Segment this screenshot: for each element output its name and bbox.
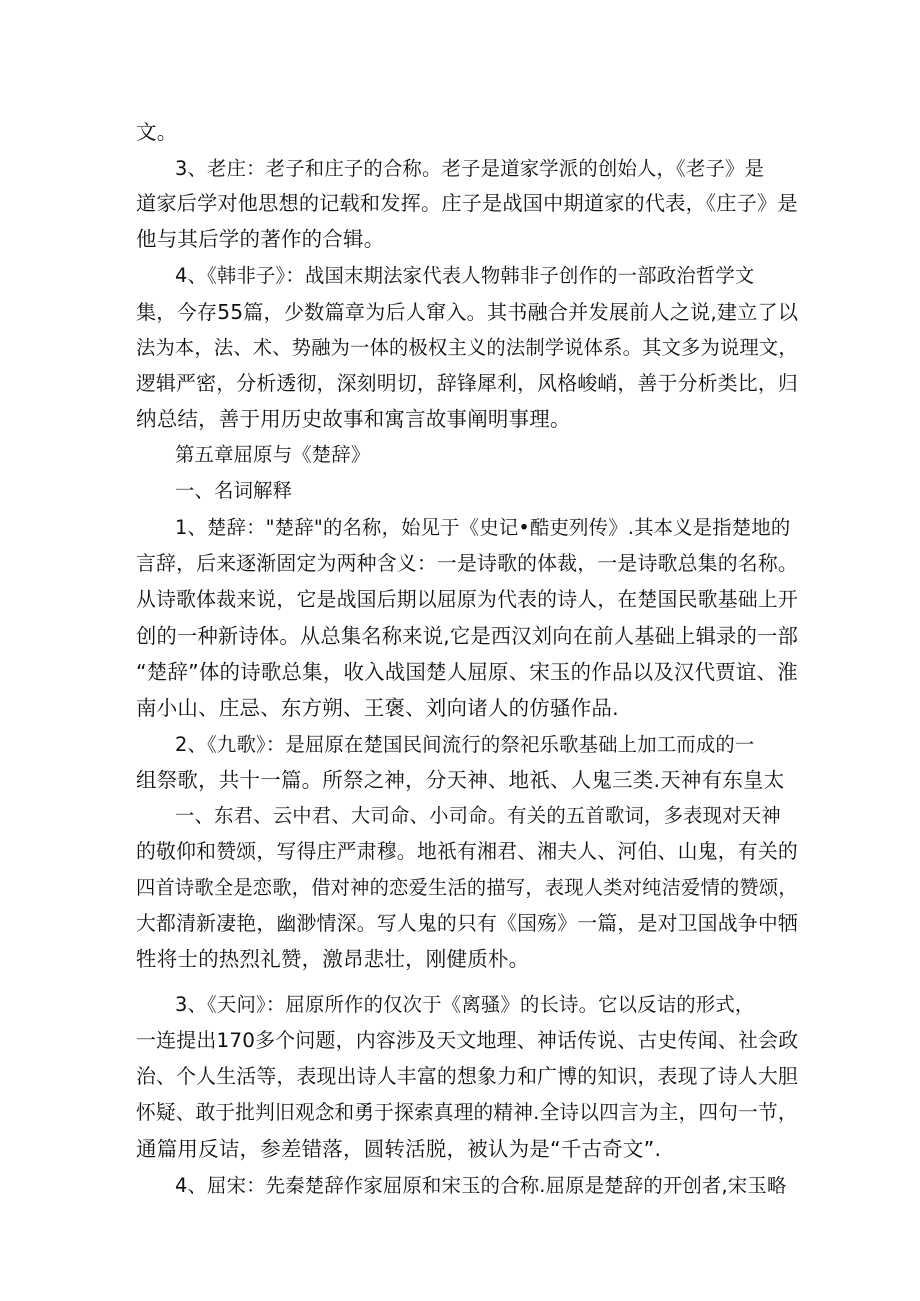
text-line: 通篇用反诘，参差错落，圆转活脱，被认为是“千古奇文”. <box>136 1137 662 1161</box>
text-line: 治、个人生活等，表现出诗人丰富的想象力和广博的知识，表现了诗人大胆 <box>136 1065 798 1088</box>
text-line: 4、屈宋：先秦楚辞作家屈原和宋玉的合称.屈原是楚辞的开创者,宋玉略 <box>175 1174 787 1197</box>
section-heading: 一、名词解释 <box>175 479 293 502</box>
text-line: 的敬仰和赞颂，写得庄严肃穆。地祇有湘君、湘夫人、河伯、山鬼，有关的 <box>136 840 798 863</box>
text-line: 逻辑严密，分析透彻，深刻明切，辞锋犀利，风格峻峭，善于分析类比，归 <box>136 372 798 395</box>
text-line: 怀疑、敢于批判旧观念和勇于探索真理的精神.全诗以四言为主，四句一节， <box>136 1101 798 1124</box>
text-line: 2、《九歌》：是屈原在楚国民间流行的祭祀乐歌基础上加工而成的一 <box>175 733 755 756</box>
text-line: 言辞，后来逐渐固定为两种含义：一是诗歌的体裁，一是诗歌总集的名称。 <box>136 552 798 575</box>
text-line: 3、老庄：老子和庄子的合称。老子是道家学派的创始人，《老子》是 <box>175 157 765 180</box>
text-line: 道家后学对他思想的记载和发挥。庄子是战国中期道家的代表，《庄子》是 <box>136 191 798 215</box>
text-line: 四首诗歌全是恋歌，借对神的恋爱生活的描写，表现人类对纯洁爱情的赞颂， <box>136 876 798 899</box>
text-line: 牲将士的热烈礼赞，激昂悲壮，刚健质朴。 <box>136 947 530 971</box>
text-line: 一连提出170多个问题，内容涉及天文地理、神话传说、古史传闻、社会政 <box>136 1029 799 1052</box>
text-line: 4、《韩非子》：战国末期法家代表人物韩非子创作的一部政治哲学文 <box>175 264 755 287</box>
text-line: 一、东君、云中君、大司命、小司命。有关的五首歌词，多表现对天神 <box>175 804 781 827</box>
text-line: 从诗歌体裁来说，它是战国后期以屈原为代表的诗人，在楚国民歌基础上开 <box>136 588 798 611</box>
text-line: 文。 <box>136 120 178 144</box>
text-line: 南小山、庄忌、东方朔、王褒、刘向诸人的仿骚作品. <box>136 696 619 720</box>
text-line: 法为本，法、术、势融为一体的极权主义的法制学说体系。其文多为说理文， <box>136 336 798 359</box>
chapter-heading: 第五章屈原与《楚辞》 <box>175 443 371 466</box>
text-line: 大都清新凄艳，幽渺情深。写人鬼的只有《国殇》一篇，是对卫国战争中牺 <box>136 912 798 935</box>
text-line: 纳总结，善于用历史故事和寓言故事阐明事理。 <box>136 407 571 431</box>
text-line: 3、《天问》：屈原所作的仅次于《离骚》的长诗。它以反诘的形式， <box>175 993 755 1016</box>
text-line: 1、楚辞："楚辞"的名称，始见于《史记•酷吏列传》.其本义是指楚地的 <box>175 516 791 539</box>
text-line: 集，今存55篇，少数篇章为后人窜入。其书融合并发展前人之说,建立了以 <box>136 300 799 324</box>
text-line: 组祭歌，共十一篇。所祭之神，分天神、地祇、人鬼三类.天神有东皇太 <box>136 768 785 792</box>
text-line: 创的一种新诗体。从总集名称来说,它是西汉刘向在前人基础上辑录的一部 <box>136 624 799 648</box>
text-line: “楚辞”体的诗歌总集，收入战国楚人屈原、宋玉的作品以及汉代贾谊、淮 <box>136 660 798 684</box>
text-line: 他与其后学的著作的合辑。 <box>136 227 385 251</box>
